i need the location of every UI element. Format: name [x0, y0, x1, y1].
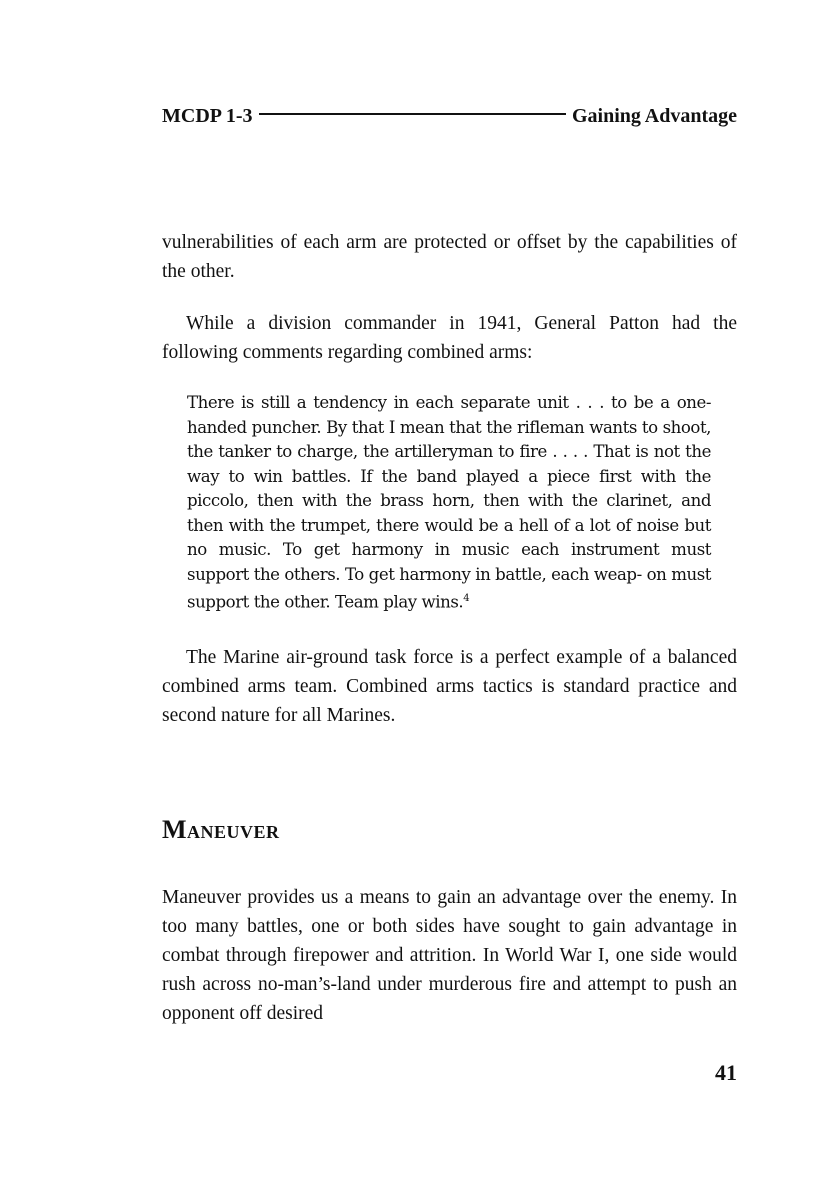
paragraph-3: The Marine air-ground task force is a perfect example of a balanced combined arms team. Combined arms tactics is standard practice and second nature for all Marines.	[162, 647, 737, 726]
page-number: 41	[715, 1060, 737, 1085]
header-doc-id: MCDP 1-3	[162, 104, 253, 127]
running-header	[162, 100, 737, 132]
header-rule	[259, 113, 566, 115]
footnote-marker: 4	[463, 593, 470, 604]
header-chapter-title: Gaining Advantage	[571, 104, 737, 127]
quote-text: There is still a tendency in each separate unit . . . to be a one-handed puncher. By that I mean that the rifleman wants to shoot, the tanker to charge, the artilleryman to fire . . . . That is not the way to win battles. If the band played a piece first with the piccolo, then with the brass horn, then with the clarinet, and then with the trumpet, there would be a hell of a lot of noise but no music. To get harmony in music each instrument must support the others. To get harmony in battle, each weap- on must support the other. Team play wins.	[187, 393, 711, 612]
section-heading: Maneuver	[162, 815, 280, 844]
block-quote	[187, 391, 711, 615]
paragraph-2: While a division commander in 1941, General Patton had the following comments regarding combined arms:	[162, 313, 737, 363]
paragraph-4: Maneuver provides us a means to gain an advantage over the enemy. In too many battles, one or both sides have sought to gain advantage in combat through firepower and attrition. In World War I, one side would rush across no-man’s-land under murderous fire and attempt to push an opponent off desired	[162, 887, 737, 1024]
paragraph-1: vulnerabilities of each arm are protected or offset by the capabilities of the other.	[162, 232, 737, 282]
